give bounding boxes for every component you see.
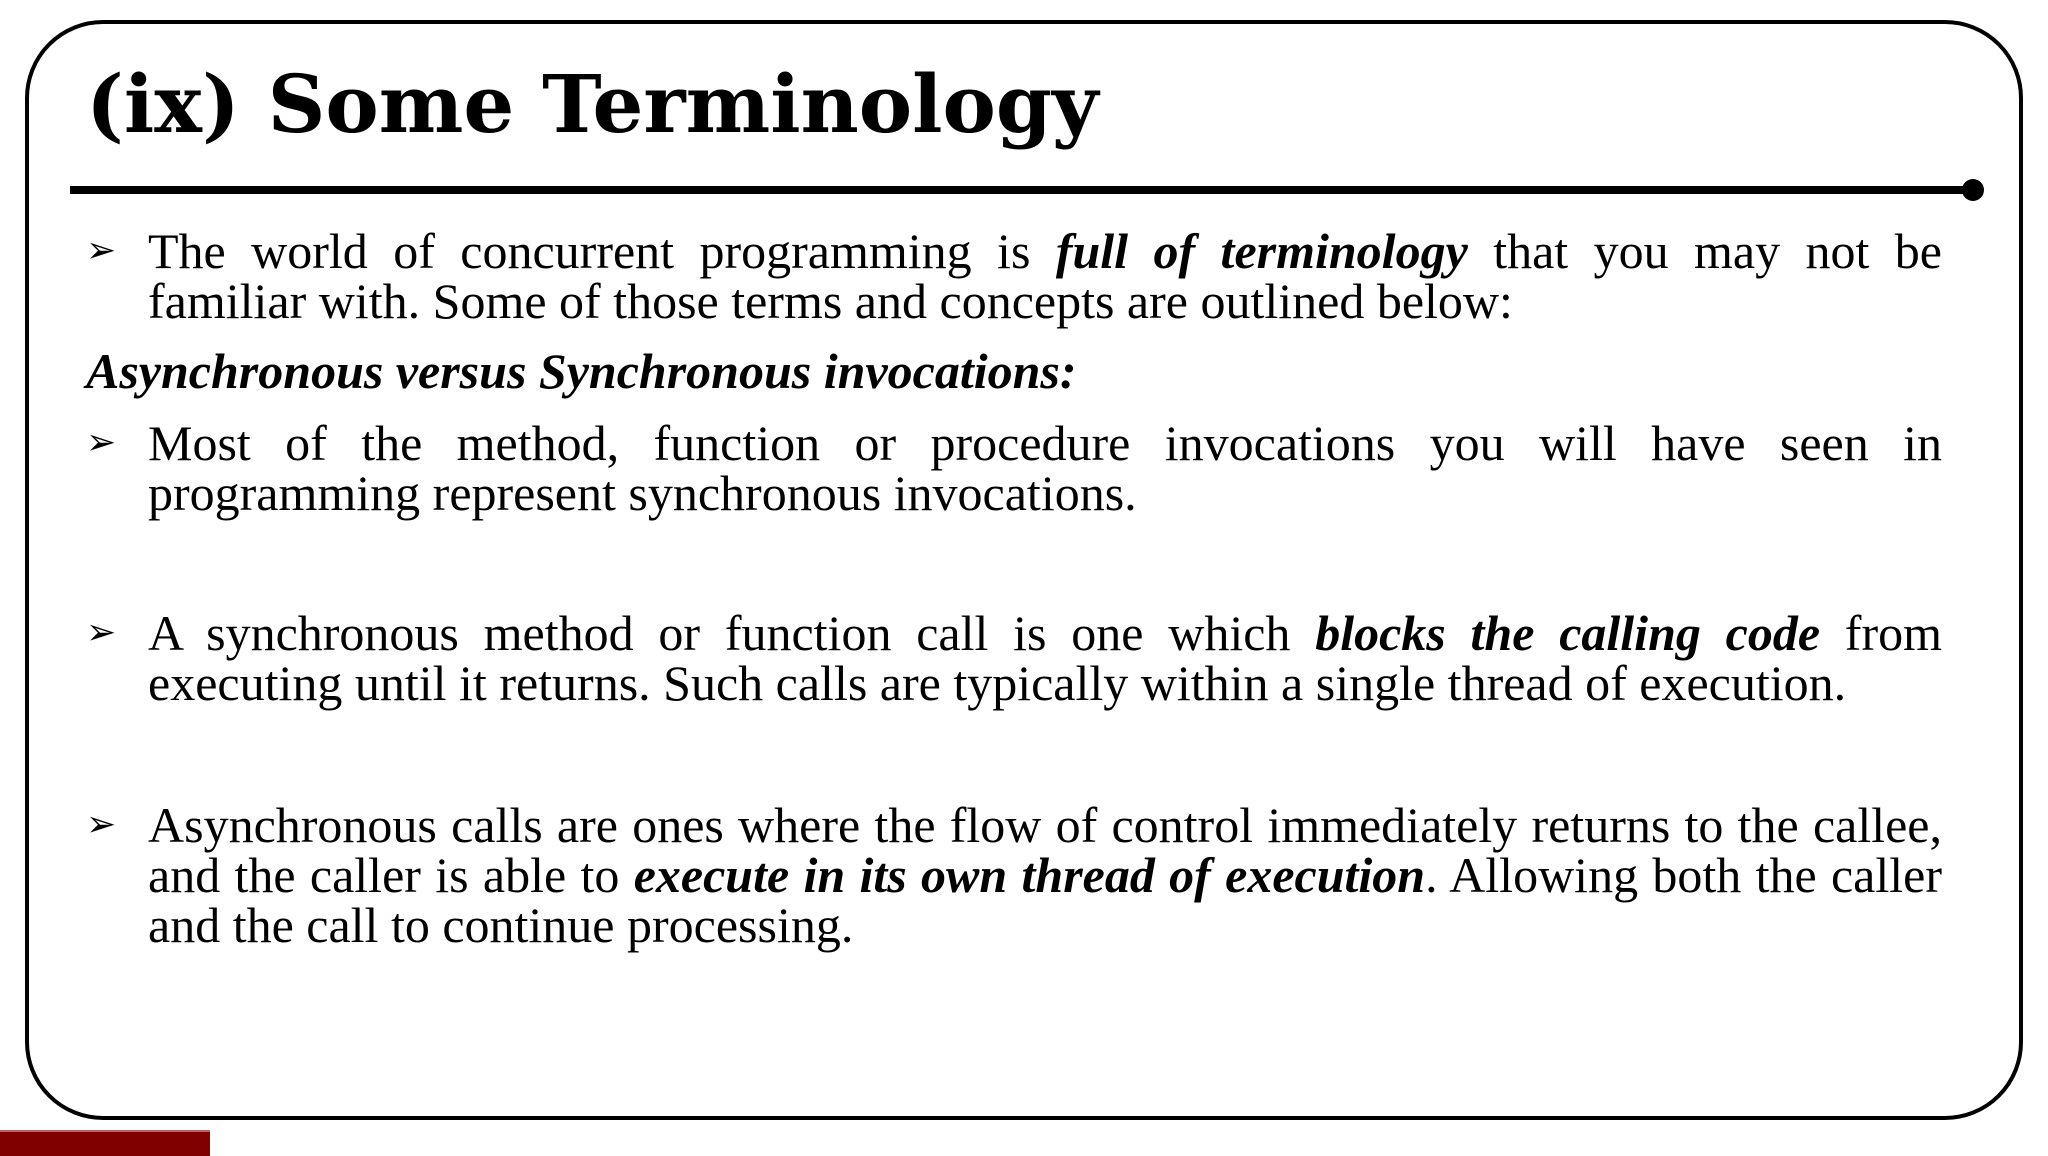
- bullet4-text-after: . Allowing both the caller and the call to continue processing.: [148, 847, 1942, 953]
- bullet-terminology-intro: [86, 223, 1943, 329]
- bullet1-text-after: that you may not be familiar with. Some of those terms and concepts are outlined below:: [148, 223, 1943, 329]
- bullet-arrow-icon: ➢: [86, 422, 117, 463]
- section-heading: Asynchronous versus Synchronous invocations:: [86, 343, 1077, 399]
- bullet-asynchronous-calls: [86, 797, 1942, 953]
- bullet-arrow-icon: ➢: [86, 230, 117, 271]
- bullet3-emphasis: blocks the calling code: [1315, 605, 1821, 661]
- title-rule-end-dot: [1962, 179, 1984, 201]
- bullet4-text-before: Asynchronous calls are ones where the flow of control immediately returns to the callee, and the caller is able to: [148, 797, 1942, 903]
- title-rule: [70, 186, 1972, 194]
- bullet1-emphasis: full of terminology: [1055, 223, 1468, 279]
- bullet-synchronous-call: [86, 605, 1942, 711]
- bullet3-text-before: A synchronous method or function call is one which: [148, 605, 1316, 661]
- bullet4-emphasis: execute in its own thread of execution: [633, 847, 1426, 903]
- bullet-arrow-icon: ➢: [86, 804, 117, 845]
- bullet3-text-after: from executing until it returns. Such calls are typically within a single thread of execution.: [148, 605, 1942, 711]
- bullet2-text: Most of the method, function or procedure invocations you will have seen in programming represent synchronous invocations.: [148, 415, 1942, 521]
- slide-content: [86, 223, 1943, 953]
- bullet1-text-before: The world of concurrent programming is: [148, 223, 1056, 279]
- slide-title: (ix) Some Terminology: [86, 57, 1099, 151]
- bullet-synchronous-invocations: [86, 415, 1942, 521]
- bullet-arrow-icon: ➢: [86, 612, 117, 653]
- footer-accent-bar: [0, 1130, 210, 1156]
